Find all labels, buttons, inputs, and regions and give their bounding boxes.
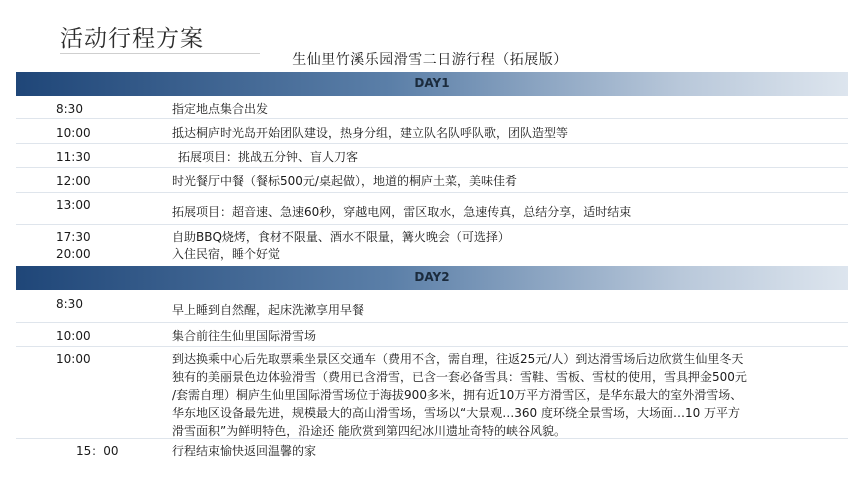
row-activity: 指定地点集合出发 (172, 102, 269, 116)
row-time: 10:00 (56, 126, 91, 140)
row-activity: 入住民宿，睡个好觉 (172, 247, 281, 261)
page-title: 活动行程方案 (60, 26, 204, 52)
row-activity-line: 华东地区设备最先进，规模最大的高山滑雪场，雪场以“大景观…360 度环绕全景雪场，大场面…10 万平方 (172, 406, 741, 420)
row-activity: 早上睡到自然醒，起床洗漱享用早餐 (172, 303, 365, 317)
row-divider (16, 322, 848, 323)
row-activity: 行程结束愉快返回温馨的家 (172, 444, 317, 458)
row-activity: 自助BBQ烧烤，食材不限量、酒水不限量，篝火晚会（可选择） (172, 230, 510, 244)
day2-header-bar (16, 266, 848, 290)
row-time: 10:00 (56, 329, 91, 343)
row-divider (16, 346, 848, 347)
row-time: 12:00 (56, 174, 91, 188)
row-time: 10:00 (56, 352, 91, 366)
day1-label: DAY1 (414, 76, 450, 90)
row-activity: 拓展项目：超音速、急速60秒，穿越电网，雷区取水，急速传真，总结分享，适时结束 (172, 205, 632, 219)
row-activity-line: 独有的美丽景色边体验滑雪（费用已含滑雪，已含一套必备雪具：雪鞋、雪板、雪杖的使用，雪具押金500元 (172, 370, 747, 384)
row-activity: 拓展项目：挑战五分钟、盲人刀客 (178, 150, 359, 164)
row-divider (16, 143, 848, 144)
day2-label: DAY2 (414, 270, 450, 284)
row-time: 11:30 (56, 150, 91, 164)
row-divider (16, 224, 848, 225)
row-time: 8:30 (56, 297, 83, 311)
row-divider (16, 192, 848, 193)
row-activity-line: /套需自理）桐庐生仙里国际滑雪场位于海拔900多米，拥有近10万平方滑雪区，是华东最大的室外滑雪场、 (172, 388, 743, 402)
row-time: 13:00 (56, 198, 91, 212)
row-time: 15：00 (76, 444, 119, 458)
row-divider (16, 438, 848, 439)
row-time: 17:30 (56, 230, 91, 244)
row-divider (16, 118, 848, 119)
row-activity: 抵达桐庐时光岛开始团队建设，热身分组，建立队名队呼队歌，团队造型等 (172, 126, 569, 140)
day1-header-bar (16, 72, 848, 96)
row-divider (16, 167, 848, 168)
row-time: 8:30 (56, 102, 83, 116)
row-activity: 集合前往生仙里国际滑雪场 (172, 329, 317, 343)
row-time: 20:00 (56, 247, 91, 261)
row-activity-line: 到达换乘中心后先取票乘坐景区交通车（费用不含，需自理，往返25元/人）到达滑雪场后边欣赏生仙里冬天 (172, 352, 744, 366)
itinerary-title: 生仙里竹溪乐园滑雪二日游行程（拓展版） (292, 52, 568, 68)
row-activity: 时光餐厅中餐（餐标500元/桌起做），地道的桐庐土菜，美味佳肴 (172, 174, 517, 188)
row-activity-line: 滑雪面积”为鲜明特色，沿途还 能欣赏到第四纪冰川遗址奇特的峡谷风貌。 (172, 424, 567, 438)
